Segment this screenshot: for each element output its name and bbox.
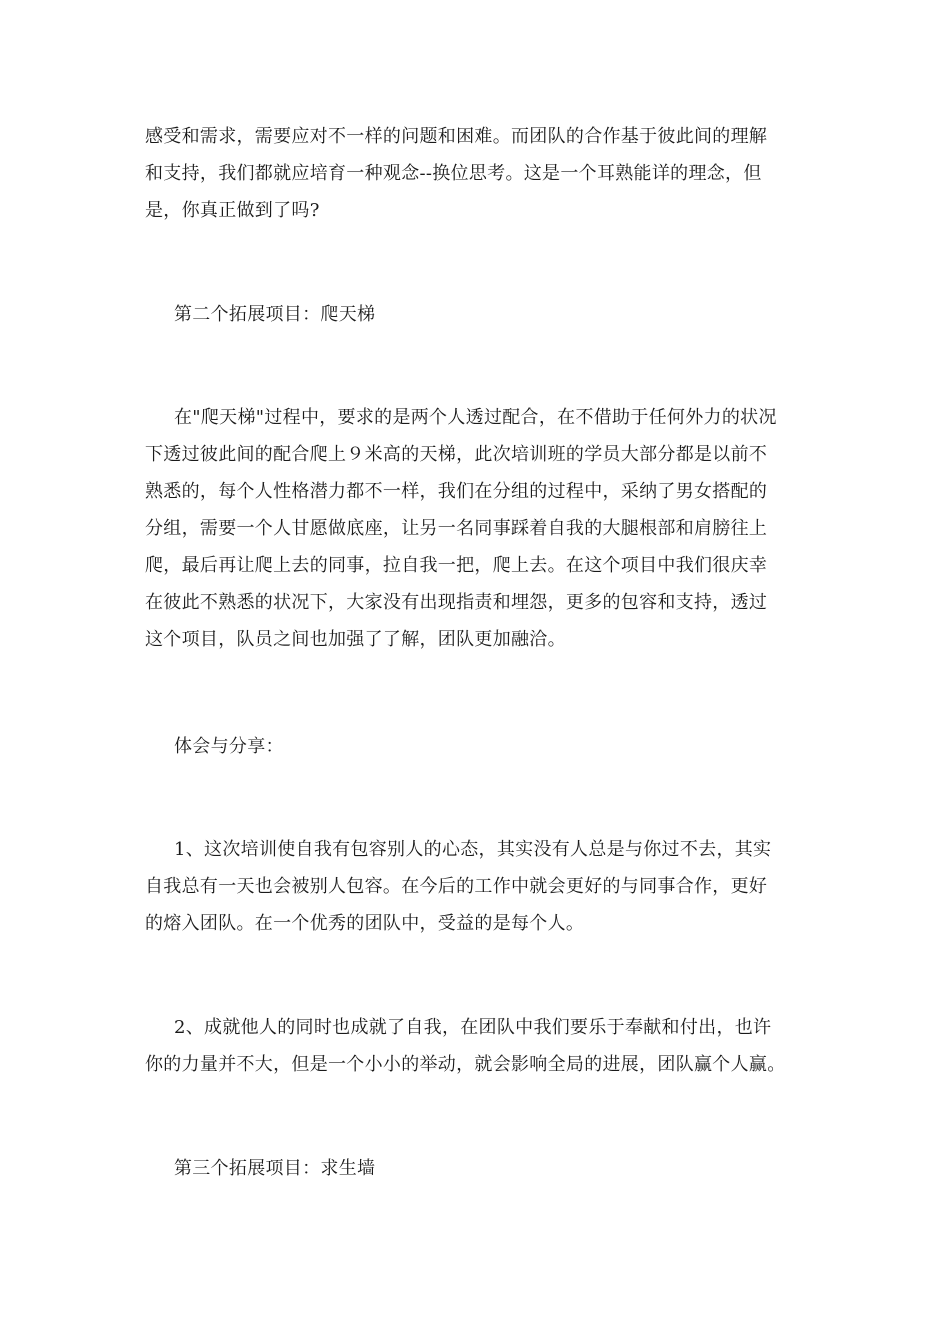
sharing-heading <box>145 728 807 765</box>
heading-text: 第二个拓展项目：爬天梯 <box>174 304 376 325</box>
section-heading-survival-wall <box>145 1150 807 1187</box>
text-line: 你的力量并不大，但是一个小小的举动，就会影响全局的进展，团队赢个人赢。 <box>145 1054 786 1075</box>
text-line: 是，你真正做到了吗? <box>145 200 320 221</box>
paragraph-climb-ladder <box>145 399 807 658</box>
text-line: 的熔入团队。在一个优秀的团队中，受益的是每个人。 <box>145 913 585 934</box>
paragraph-perspective <box>145 118 807 229</box>
heading-text: 体会与分享： <box>174 736 284 757</box>
text-line: 熟悉的，每个人性格潜力都不一样，我们在分组的过程中，采纳了男女搭配的 <box>145 481 768 502</box>
text-line: 爬，最后再让爬上去的同事，拉自我一把，爬上去。在这个项目中我们很庆幸 <box>145 555 768 576</box>
text-line: 2、成就他人的同时也成就了自我，在团队中我们要乐于奉献和付出，也许 <box>174 1017 772 1038</box>
text-line: 下透过彼此间的配合爬上９米高的天梯，此次培训班的学员大部分都是以前不 <box>145 444 768 465</box>
paragraph-sharing-2 <box>145 1009 807 1083</box>
section-heading-climb-ladder <box>145 296 807 333</box>
text-line: 在"爬天梯"过程中，要求的是两个人透过配合，在不借助于任何外力的状况 <box>174 407 777 428</box>
text-line: 在彼此不熟悉的状况下，大家没有出现指责和埋怨，更多的包容和支持，透过 <box>145 592 768 613</box>
text-line: 自我总有一天也会被别人包容。在今后的工作中就会更好的与同事合作，更好 <box>145 876 768 897</box>
text-line: 1、这次培训使自我有包容别人的心态，其实没有人总是与你过不去，其实 <box>174 839 772 860</box>
text-line: 感受和需求，需要应对不一样的问题和困难。而团队的合作基于彼此间的理解 <box>145 126 768 147</box>
heading-text: 第三个拓展项目：求生墙 <box>174 1158 376 1179</box>
text-line: 这个项目，队员之间也加强了了解，团队更加融洽。 <box>145 629 566 650</box>
text-line: 分组，需要一个人甘愿做底座，让另一名同事踩着自我的大腿根部和肩膀往上 <box>145 518 768 539</box>
text-line: 和支持，我们都就应培育一种观念--换位思考。这是一个耳熟能详的理念，但 <box>145 163 762 184</box>
paragraph-sharing-1 <box>145 831 807 942</box>
